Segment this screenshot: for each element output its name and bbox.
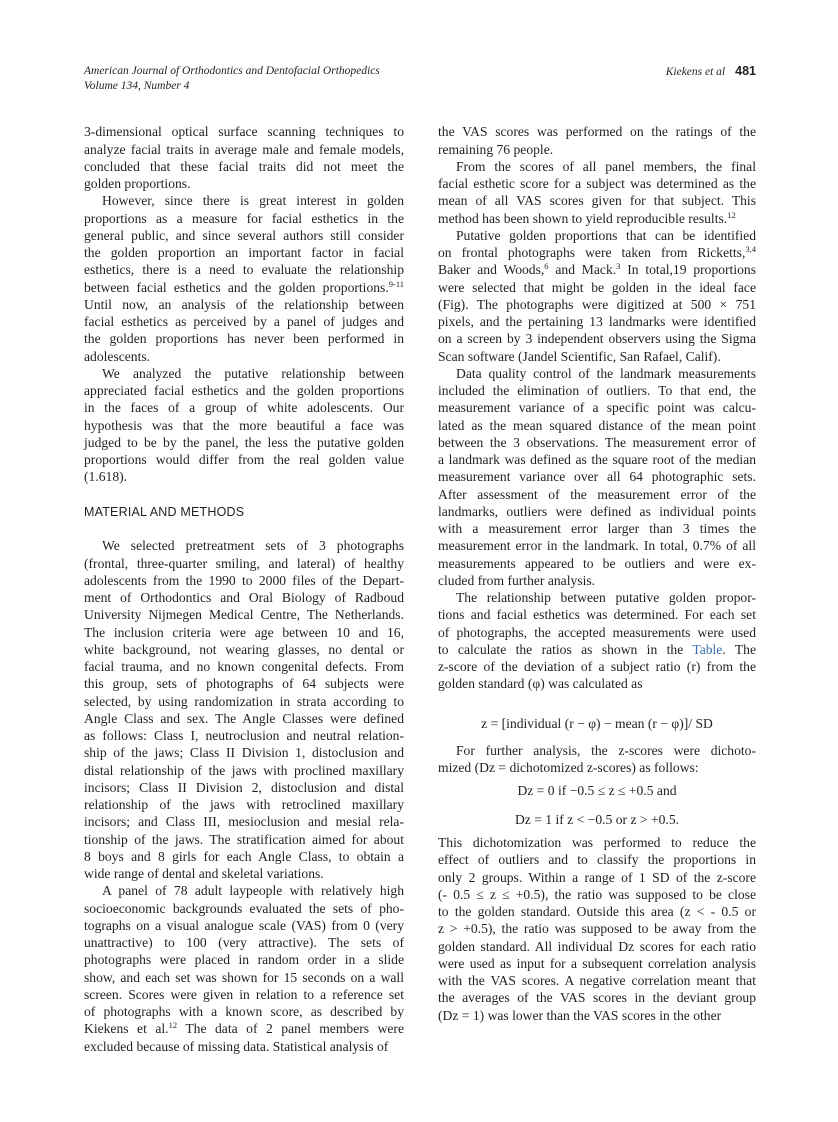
text-line: of photographs with a known score, as described by (84, 1004, 404, 1020)
text-line: effect of outliers and to classify the proportions in (438, 852, 756, 868)
text-line: white background, not wearing glasses, no dental or (84, 641, 404, 657)
text-line: ship of the jaws; Class II Division 1, distoclusion and (84, 745, 404, 761)
text-line: mean of all VAS scores given for that subject. This (438, 193, 756, 209)
text-line: (- 0.5 ≤ z ≤ +0.5), the ratio was supposed to be close (438, 886, 756, 902)
paragraph (84, 192, 404, 365)
text-line: University Nijmegen Medical Centre, The Netherlands. (84, 607, 404, 623)
text-line: (Dz = 1) was lower than the VAS scores in the other (438, 1007, 722, 1023)
text-line: remaining 76 people. (438, 141, 554, 157)
text-line: screen. Scores were given in relation to a reference set (84, 986, 404, 1002)
text-line: adolescents. (84, 348, 151, 364)
text-line: excluded because of missing data. Statistical analysis of (84, 1038, 389, 1054)
text-line: general public, and since several authors still consider (84, 227, 404, 243)
text-line: wide range of dental and skeletal variations. (84, 866, 324, 882)
text-line (84, 1020, 404, 1037)
text-segment: Baker and Woods, (438, 262, 545, 278)
paragraph (438, 227, 756, 365)
text-line: between the 3 observations. The measurement error of (438, 434, 756, 450)
text-line: judged to be by the panel, the less the putative golden (84, 434, 404, 450)
text-line: We selected pretreatment sets of 3 photographs (102, 538, 404, 554)
text-line (438, 210, 756, 227)
text-line: included the elimination of outliers. To that end, the (438, 383, 756, 399)
text-line: the averages of the VAS scores in the deviant group (438, 990, 756, 1006)
text-line: tionship of the jaws. The stratification aimed for about (84, 831, 404, 847)
equation: Dz = 1 if z < −0.5 or z > +0.5. (514, 812, 680, 828)
text-line (438, 244, 756, 261)
text-line: concluded that these facial traits did not meet the (84, 158, 404, 174)
right-column (438, 123, 756, 1024)
text-line: golden proportions. (84, 176, 191, 192)
equation: Dz = 0 if −0.5 ≤ z ≤ +0.5 and (517, 783, 677, 799)
text-line: measurement error in the landmark. In total, 0.7% of all (438, 538, 756, 554)
text-segment: The data of 2 panel members were (177, 1021, 404, 1037)
text-line: mized (Dz = dichotomized z-scores) as follows: (438, 759, 699, 775)
text-line: only 2 groups. Within a range of 1 SD of the z-score (438, 869, 756, 885)
text-line: measurements appeared to be outliers and were ex- (438, 555, 756, 571)
paragraph (84, 365, 404, 486)
text-line: a landmark was defined as the square root of the median (438, 452, 756, 468)
text-line: golden standard. All individual Dz scores for each ratio (438, 938, 756, 954)
reference-superscript[interactable]: 6 (544, 261, 549, 272)
text-segment: In total,19 proportions (620, 262, 756, 278)
text-segment: method has been shown to yield reproducible results. (438, 210, 728, 226)
page-number: 481 (735, 64, 756, 78)
text-line: of photographs, the accepted measurements were used (438, 624, 756, 640)
text-segment: to calculate the ratios as shown in the (438, 641, 693, 657)
text-line: Until now, an analysis of the relationship between (84, 296, 404, 312)
text-line: with a measurement error larger than 3 times the (438, 521, 756, 537)
text-line: This dichotomization was performed to reduce the (438, 835, 756, 851)
text-line: pixels, and the pertaining 13 landmarks were identified (438, 314, 756, 330)
reference-superscript[interactable]: 12 (727, 209, 736, 220)
text-line: the golden proportions has never been performed in (84, 331, 404, 347)
paragraph (438, 589, 756, 693)
text-line: landmarks, outliers were defined as individual points (438, 503, 756, 519)
text-line: The inclusion criteria were age between 10 and 16, (84, 624, 404, 640)
text-line: (Fig). The photographs were digitized at 500 × 751 (438, 296, 756, 312)
text-line (438, 641, 756, 658)
text-line: (1.618). (84, 469, 128, 485)
text-line: relationship of the jaws with retroclined maxillary (84, 797, 404, 813)
text-line: facial trauma, and no known congenital defects. From (84, 659, 404, 675)
text-line: in the faces of a group of white adolescents. Our (84, 400, 404, 416)
text-line: tions and facial esthetics was determined. For each set (438, 607, 756, 623)
section-heading: MATERIAL AND METHODS (84, 504, 245, 519)
text-line: to the golden standard. Outside this area (z < - 0.5 or (438, 904, 756, 920)
text-line: were selected that might be golden in the ideal face (438, 279, 756, 295)
paragraph (438, 365, 756, 589)
text-line: adolescents from the 1990 to 2000 files of the Depart- (84, 572, 404, 588)
text-segment: Kiekens et al. (84, 1021, 169, 1037)
text-line: incisors; and Class III, mesioclusion and mesial rela- (84, 814, 404, 830)
text-line: photographs were placed in random order in a slide (84, 952, 404, 968)
text-line (84, 279, 404, 296)
table-link[interactable]: Table (692, 641, 723, 657)
text-line: as follows: Class I, neutroclusion and neutral relation- (84, 728, 404, 744)
reference-superscript[interactable]: 12 (168, 1020, 178, 1031)
text-line: facial esthetic score for a subject was determined as the (438, 176, 756, 192)
text-line: measurement variance of a specific point was calcu- (438, 400, 756, 416)
text-line: lated as the mean squared distance of the mean point (438, 417, 756, 433)
text-line: 8 boys and 8 girls for each Angle Class, to obtain a (84, 848, 404, 864)
text-line: analyze facial traits in average male and female models, (84, 141, 404, 157)
text-line: From the scores of all panel members, the final (456, 158, 756, 174)
text-line: esthetics, there is a need to evaluate the relationship (84, 262, 404, 278)
text-line: were used as input for a subsequent correlation analysis (438, 955, 756, 971)
text-line: After assessment of the measurement error of the (438, 486, 756, 502)
text-line: on a screen by 3 independent observers using the Sigma (438, 331, 756, 347)
running-header-journal (84, 64, 380, 94)
text-line (438, 261, 756, 278)
text-line: Scan software (Jandel Scientific, San Rafael, Calif). (438, 348, 721, 364)
text-line: golden standard (φ) was calculated as (438, 676, 643, 692)
text-line: this group, sets of photographs of 64 subjects were (84, 676, 404, 692)
paragraph (84, 537, 404, 882)
reference-superscript[interactable]: 9-11 (388, 278, 404, 289)
paragraph (84, 882, 404, 1055)
reference-superscript[interactable]: 3 (616, 261, 621, 272)
text-line: measurement variance over all 64 photographic sets. (438, 469, 756, 485)
paragraph (438, 834, 756, 1024)
text-line: facial esthetics as perceived by a panel of judges and (84, 314, 404, 330)
text-segment: on frontal photographs were taken from Ricketts, (438, 245, 746, 261)
text-line: For further analysis, the z-scores were dichoto- (456, 742, 756, 758)
text-line: with the VAS scores. A negative correlation meant that (438, 973, 756, 989)
running-header-page (666, 64, 756, 80)
text-line: socioeconomic backgrounds evaluated the sets of pho- (84, 900, 404, 916)
text-line: hypothesis was that the more beautiful a face was (84, 417, 404, 433)
journal-title: American Journal of Orthodontics and Dentofacial Orthopedics (84, 65, 380, 77)
text-line: 3-dimensional optical surface scanning techniques to (84, 124, 404, 140)
paragraph (84, 123, 404, 192)
text-line: proportions would differ from the real golden value (84, 452, 404, 468)
text-line: appreciated facial esthetics and the golden proportions (84, 383, 404, 399)
text-line: show, and each set was shown for 15 seconds on a wall (84, 969, 404, 985)
text-line: cluded from further analysis. (438, 572, 596, 588)
text-line: ment of Orthodontics and Oral Biology of Radboud (84, 590, 404, 606)
journal-volume: Volume 134, Number 4 (84, 80, 190, 92)
text-line: tographs on a visual analogue scale (VAS) from 0 (very (84, 917, 404, 933)
text-line: unattractive) to 100 (very attractive). The sets of (84, 935, 404, 951)
text-line: A panel of 78 adult laypeople with relatively high (102, 883, 404, 899)
text-line: Angle Class and sex. The Angle Classes were defined (84, 710, 404, 726)
text-line: incisors; Class II Division 2, distoclusion and distal (84, 779, 404, 795)
text-line: z-score of the deviation of a subject ratio (r) from the (438, 659, 756, 675)
text-line: the golden proportion an important factor in facial (84, 245, 404, 261)
paragraph (438, 742, 756, 777)
author-running-head: Kiekens et al (665, 66, 726, 78)
text-line: distal relationship of the jaws with proclined maxillary (84, 762, 404, 778)
text-line: z > +0.5), the ratio was supposed to be away from the (438, 921, 756, 937)
paragraph (438, 158, 756, 227)
text-line: Putative golden proportions that can be identified (456, 227, 756, 243)
text-segment: . The (722, 641, 756, 657)
text-line: (frontal, three-quarter smiling, and lateral) of healthy (84, 555, 404, 571)
reference-superscript[interactable]: 3,4 (745, 244, 756, 255)
paragraph (438, 123, 756, 158)
text-line: Data quality control of the landmark measurements (456, 365, 756, 381)
equation: z = [individual (r − φ) − mean (r − φ)]/ SD (481, 715, 713, 731)
text-line: selected, by using randomization in strata according to (84, 693, 404, 709)
text-segment: and Mack. (548, 262, 617, 278)
text-line: proportions as a measure for facial esthetics in the (84, 210, 404, 226)
text-line: We analyzed the putative relationship between (102, 365, 404, 381)
text-segment: between facial esthetics and the golden proportions. (84, 279, 389, 295)
text-line: However, since there is great interest in golden (102, 193, 404, 209)
text-line: the VAS scores was performed on the ratings of the (438, 124, 756, 140)
left-column (84, 123, 404, 1055)
text-line: The relationship between putative golden propor- (456, 590, 756, 606)
